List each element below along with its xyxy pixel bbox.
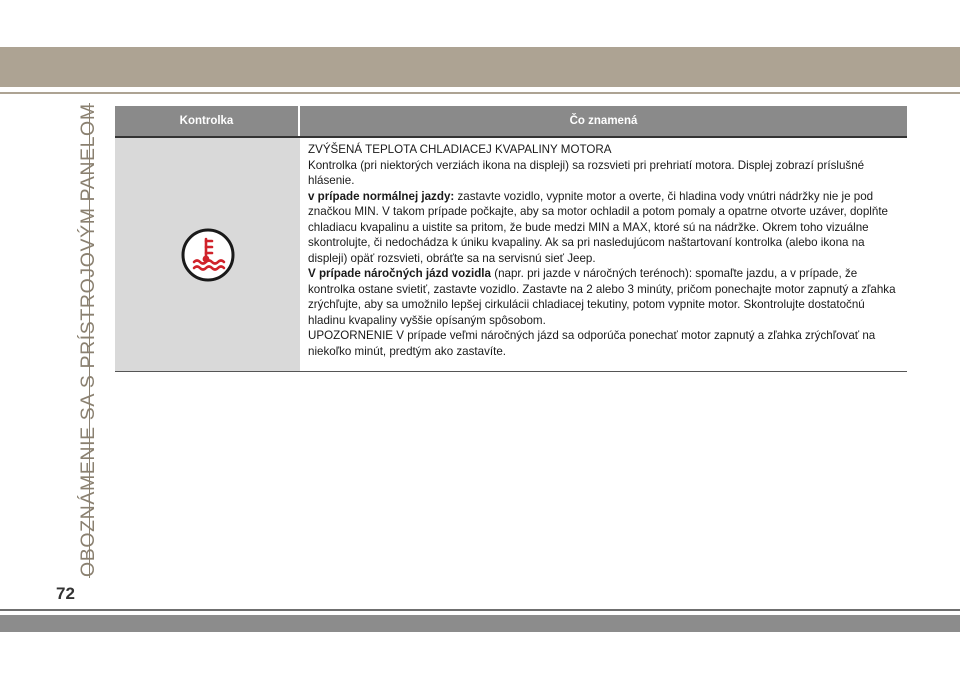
- bottom-decorative-line: [0, 609, 960, 611]
- header-warning-light: Kontrolka: [115, 106, 300, 136]
- heavy-driving-text: (napr. pri jazde v náročných terénoch): spomaľte jazdu, a v prípade, že kontrolka ostane svietiť, zastavte vozidlo. Zastavte na 2 alebo 3 minúty, pričom ponechajte motor zapnutý a zľahka zrýchľujte, aby sa umožnilo lepšej cirkulácii chladiacej tekutiny, potom vypnite motor. Skontrolujte dostatočnú hladinu kvapaliny vyššie opísaným spôsobom.: [308, 267, 896, 327]
- normal-driving-label: v prípade normálnej jazdy:: [308, 189, 455, 203]
- intro-text: Kontrolka (pri niektorých verziách ikona na displeji) sa rozsvieti pri prehriatí motora. Displej zobrazí príslušné hlásenie.: [308, 158, 865, 187]
- normal-driving-text: zastavte vozidlo, vypnite motor a overte, či hladina vody vnútri nádržky nie je pod značkou MIN. V takom prípade počkajte, aby sa motor ochladil a potom pomaly a opatrne otvorte uzáver, doplňte chladiacu kvapalinu a uistite sa pritom, že bude medzi MIN a MAX, ktoré sú na nádržke. Okrem toho vizuálne skontrolujte, či nedochádza k úniku kvapaliny. Ak sa pri nasledujúcom naštartovaní kontrolka (alebo ikona na displeji) opäť rozsvieti, obráťte sa na servisnú sieť Jeep.: [308, 189, 889, 265]
- top-decorative-line: [0, 92, 960, 94]
- warning-title: ZVÝŠENÁ TEPLOTA CHLADIACEJ KVAPALINY MOTORA: [308, 143, 612, 156]
- normal-driving-paragraph: [308, 189, 899, 267]
- icon-cell: [115, 138, 300, 371]
- section-side-title: OBOZNÁMENIE SA S PRÍSTROJOVÝM PANELOM: [77, 103, 99, 577]
- heavy-driving-label: V prípade náročných jázd vozidla: [308, 267, 491, 280]
- top-decorative-band: [0, 47, 960, 87]
- description-cell: [300, 138, 907, 371]
- header-meaning: Čo znamená: [569, 115, 638, 127]
- bottom-decorative-band: [0, 615, 960, 632]
- warning-note: UPOZORNENIE V prípade veľmi náročných jázd sa odporúča ponechať motor zapnutý a zľahka zrýchľovať na niekoľko minút, predtým ako zastavíte.: [308, 329, 876, 358]
- heavy-driving-paragraph: [308, 266, 899, 328]
- table-row: [115, 138, 907, 372]
- coolant-temperature-warning-icon: [180, 227, 236, 283]
- table-header: [115, 106, 907, 136]
- page-number: 72: [56, 584, 75, 603]
- warning-light-table: [115, 106, 907, 372]
